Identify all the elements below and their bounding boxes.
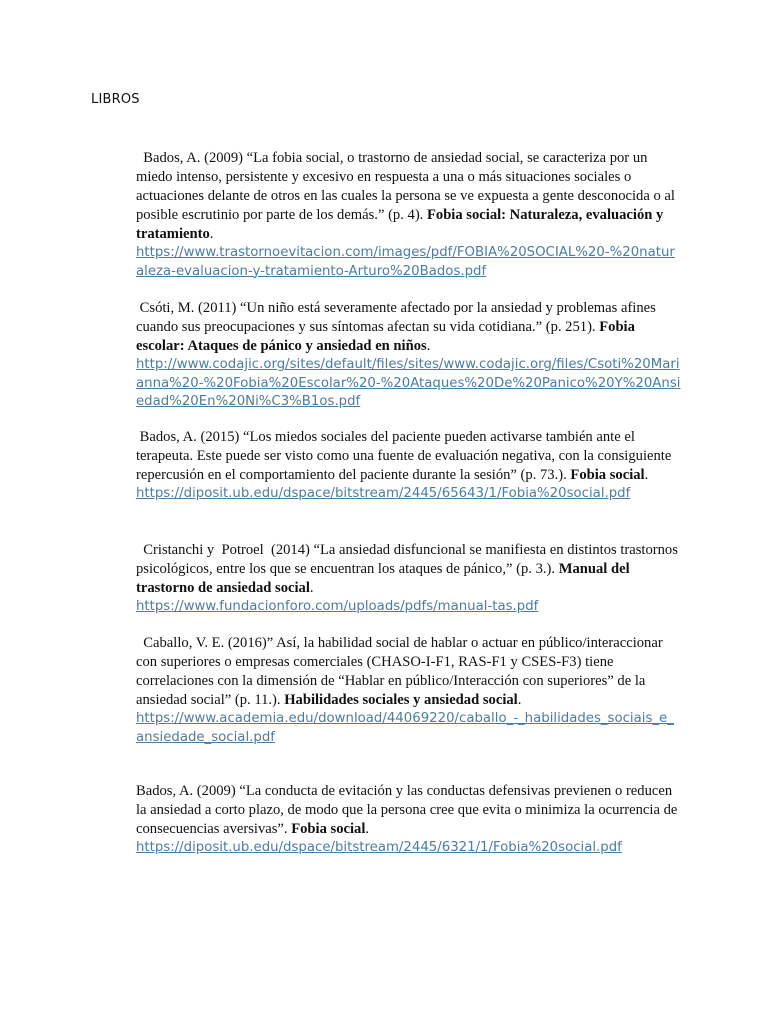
reference-text [136,634,681,710]
citation-text: Bados, A. (2009) “La fobia social, o trastorno de ansiedad social, se caracteriza por un miedo intenso, persistente y excesivo en respuesta a una o más situaciones sociales o actuaciones delante de otros en las cuales la persona se ve expuesta a gente desconocida o al posible escrutinio por parte de los demás.” (p. 4). [136,150,679,223]
citation-text: Caballo, V. E. (2016)” Así, la habilidad social de hablar o actuar en público/interaccionar con superiores o empresas comerciales (CHASO-I-F1, RAS-F1 y CSES-F3) tiene correlaciones con la dimensión de “Hablar en público/Interacción con superiores” de la ansiedad social” (p. 11.). [136,635,667,708]
citation-text: Bados, A. (2015) “Los miedos sociales del paciente pueden activarse también ante el terapeuta. Este puede ser visto como una fuente de evaluación negativa, con la consiguiente repercusión en el comportamiento del paciente durante la sesión” (p. 73.). [136,429,675,483]
reference-link[interactable]: https://diposit.ub.edu/dspace/bitstream/2445/65643/1/Fobia%20social.pdf [136,486,631,501]
title-period: . [426,338,431,354]
book-title: Fobia social [291,821,366,837]
citation-text: Cristanchi y Potroel (2014) “La ansiedad disfuncional se manifiesta en distintos trastornos psicológicos, entre los que se encuentran los ataques de pánico,” (p. 3.). [136,542,682,577]
title-period: . [309,580,314,596]
reference-link[interactable]: https://diposit.ub.edu/dspace/bitstream/2445/6321/1/Fobia%20social.pdf [136,840,622,855]
title-period: . [209,226,214,242]
reference-text [136,299,681,356]
reference-link[interactable]: https://www.trastornoevitacion.com/images/pdf/FOBIA%20SOCIAL%20-%20naturaleza-evaluacion-y-tratamiento-Arturo%20Bados.pdf [136,245,675,279]
reference-text [136,541,681,598]
reference-entry [136,541,681,617]
reference-text [136,428,681,485]
reference-text [136,149,681,244]
title-period: . [517,692,522,708]
title-period: . [644,467,649,483]
citation-text: Bados, A. (2009) “La conducta de evitación y las conductas defensivas previenen o reducen la ansiedad a corto plazo, de modo que la persona cree que evita o minimiza la ocurrencia de consecuencias aversivas”. [136,783,682,837]
citation-text: Csóti, M. (2011) “Un niño está severamente afectado por la ansiedad y problemas afines cuando sus preocupaciones y sus síntomas afectan su vida cotidiana.” (p. 251). [136,300,660,335]
reference-entry [136,634,681,747]
section-heading: LIBROS [91,92,140,107]
reference-link[interactable]: http://www.codajic.org/sites/default/files/sites/www.codajic.org/files/Csoti%20Marianna%20-%20Fobia%20Escolar%20-%20Ataques%20De%20Panico%20Y%20Ansiedad%20En%20Ni%C3%B1os.pdf [136,357,681,409]
reference-entry [136,149,681,281]
reference-link[interactable]: https://www.academia.edu/download/44069220/caballo_-_habilidades_sociais_e_ansiedade_social.pdf [136,711,674,745]
book-title: Habilidades sociales y ansiedad social [284,692,518,708]
book-title: Fobia escolar: Ataques de pánico y ansiedad en niños [136,319,635,354]
book-title: Fobia social: Naturaleza, evaluación y tratamiento [136,207,664,242]
reference-entry [136,299,681,412]
reference-text [136,782,681,839]
reference-link[interactable]: https://www.fundacionforo.com/uploads/pdfs/manual-tas.pdf [136,599,539,614]
book-title: Manual del trastorno de ansiedad social [136,561,630,596]
reference-entry [136,428,681,504]
book-title: Fobia social [570,467,645,483]
reference-entry [136,782,681,858]
title-period: . [365,821,370,837]
